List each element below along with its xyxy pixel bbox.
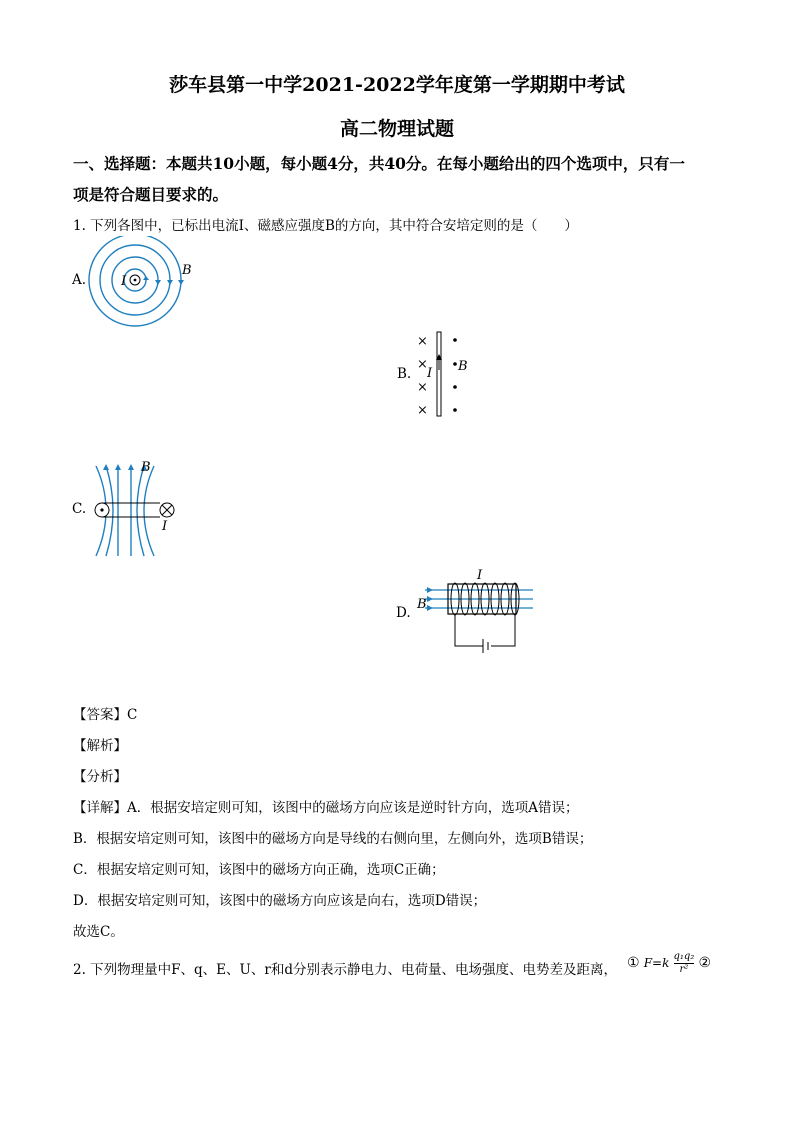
- coulomb-formula: [627, 951, 711, 976]
- svg-text:×: ×: [417, 380, 428, 395]
- svg-text:×: ×: [417, 403, 428, 418]
- conclusion-line: 故选C。: [73, 924, 124, 940]
- formula-denominator: r²: [679, 964, 689, 975]
- field-b-label: B: [417, 597, 427, 612]
- exam-title: 莎车县第一中学2021-2022学年度第一学期期中考试: [169, 74, 625, 96]
- current-i-label: I: [121, 274, 127, 289]
- circle-number-2: ②: [698, 955, 712, 971]
- formula-lhs: F=k: [643, 956, 670, 970]
- formula-fraction: [674, 951, 695, 976]
- section-heading-line1: 一、选择题：本题共10小题，每小题4分，共40分。在每小题给出的四个选项中，只有一: [73, 154, 685, 173]
- answer-line: 【答案】C: [73, 707, 138, 723]
- question-2-stem: [73, 958, 617, 978]
- field-b-label: B: [458, 359, 468, 374]
- option-c-figure: [88, 458, 188, 558]
- option-b-figure: [412, 330, 482, 420]
- current-i-label: I: [427, 366, 433, 381]
- exam-subtitle: 高二物理试题: [339, 118, 454, 140]
- question-2-text: 2. 下列物理量中F、q、E、U、r和d分别表示静电力、电荷量、电场强度、电势差及距离，: [73, 962, 618, 978]
- option-d-label: D.: [396, 605, 411, 621]
- option-b-label: B.: [397, 366, 412, 382]
- formula-numerator: q₁q₂: [673, 951, 695, 962]
- analysis-subheader: 【分析】: [73, 769, 127, 785]
- section-heading-line2: 项是符合题目要求的。: [73, 185, 229, 204]
- svg-text:×: ×: [417, 334, 428, 349]
- question-1-stem: 1. 下列各图中，已标出电流I、磁感应强度B的方向，其中符合安培定则的是（ ）: [73, 218, 578, 234]
- field-b-label: B: [182, 263, 192, 278]
- current-i-label: I: [477, 568, 483, 583]
- field-b-label: B: [141, 460, 151, 475]
- option-a-figure: [88, 236, 198, 328]
- detail-line-c: C．根据安培定则可知，该图中的磁场方向正确，选项C正确；: [73, 862, 445, 878]
- detail-line-a: 【详解】A．根据安培定则可知，该图中的磁场方向应该是逆时针方向，选项A错误；: [73, 800, 579, 816]
- analysis-header: 【解析】: [73, 738, 127, 754]
- svg-text:×: ×: [417, 357, 428, 372]
- detail-line-b: B．根据安培定则可知，该图中的磁场方向是导线的右侧向里，左侧向外，选项B错误；: [73, 831, 593, 847]
- circle-number-1: ①: [627, 955, 640, 971]
- option-c-label: C.: [72, 501, 87, 517]
- option-d-figure: [413, 566, 541, 654]
- current-i-label: I: [162, 519, 168, 534]
- detail-line-d: D．根据安培定则可知，该图中的磁场方向应该是向右，选项D错误；: [73, 893, 487, 909]
- option-a-label: A.: [72, 272, 87, 288]
- wire: [437, 332, 441, 416]
